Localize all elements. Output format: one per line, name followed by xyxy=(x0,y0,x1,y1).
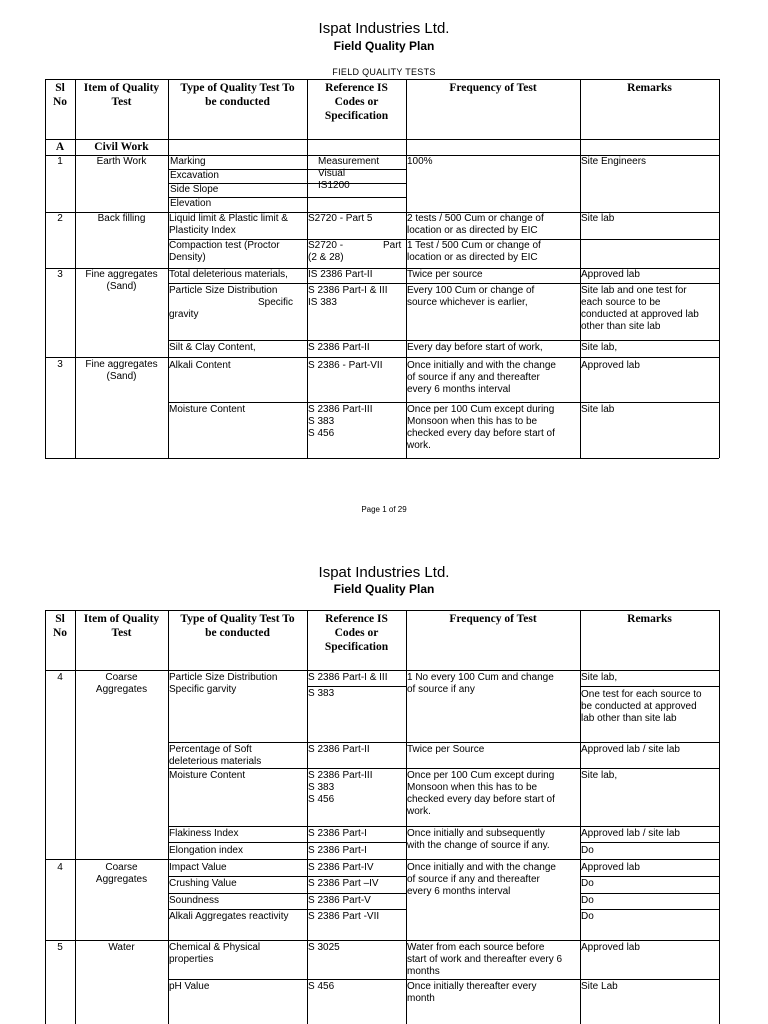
reference-code: S2720 - Part 5 xyxy=(308,213,373,224)
remarks: Site Lab xyxy=(581,981,618,992)
remarks: Approved lab xyxy=(581,862,640,873)
test-type: Alkali Aggregates reactivity xyxy=(169,911,289,922)
reference-code: S 2386 Part-I & III IS 383 xyxy=(308,285,388,308)
reference-code: (2 & 28) xyxy=(308,252,344,263)
item-name: Fine aggregates (Sand) xyxy=(85,269,158,292)
test-type: Percentage of Soft deleterious materials xyxy=(169,744,262,767)
test-type: Alkali Content xyxy=(169,360,231,371)
section-id: A xyxy=(55,141,65,153)
remarks: Do xyxy=(581,911,594,922)
reference-code: S 2386 Part-IV xyxy=(308,862,374,873)
test-type: Side Slope xyxy=(170,184,219,195)
frequency: Once per 100 Cum except during Monsoon when this has to be checked every day before start of work. xyxy=(407,770,555,817)
test-type: Liquid limit & Plastic limit & Plasticity Index xyxy=(169,213,288,236)
document-subtitle: Field Quality Plan xyxy=(333,39,435,53)
sl-no: 2 xyxy=(57,213,63,224)
reference-code: S 383 xyxy=(308,688,335,699)
header-frequency: Frequency of Test xyxy=(449,82,537,94)
item-name: Back filling xyxy=(97,213,146,224)
reference-code: S2720 - xyxy=(308,240,344,251)
remarks: Approved lab xyxy=(581,942,640,953)
remarks: Site Engineers xyxy=(581,156,647,167)
test-type: Particle Size Distribution Specific garvity xyxy=(169,672,278,695)
header-test-type: Type of Quality Test To be conducted xyxy=(180,613,295,639)
reference-code: S 2386 Part –IV xyxy=(308,878,379,889)
reference-code: S 2386 Part-I xyxy=(308,845,367,856)
section-name: Civil Work xyxy=(94,141,149,153)
test-type: Soundness xyxy=(169,895,220,906)
header-sl-no: Sl No xyxy=(52,613,68,639)
reference-code: S 2386 Part-I & III xyxy=(308,672,388,683)
test-type: Elongation index xyxy=(169,845,243,856)
reference-code: Measurement Visual IS1200 xyxy=(318,156,380,191)
header-item: Item of Quality Test xyxy=(83,82,160,108)
frequency: 1 No every 100 Cum and change of source if any xyxy=(407,672,554,695)
remarks: Site lab, xyxy=(581,672,618,683)
frequency: Twice per source xyxy=(407,269,483,280)
test-type: Elevation xyxy=(170,198,212,209)
company-title: Ispat Industries Ltd. xyxy=(318,20,450,37)
test-type: Total deleterious materials, xyxy=(169,269,288,280)
reference-code: S 2386 Part-III S 383 S 456 xyxy=(308,770,373,805)
frequency: 2 tests / 500 Cum or change of location or as directed by EIC xyxy=(407,213,544,236)
reference-code: S 456 xyxy=(308,981,335,992)
frequency: Once initially thereafter every month xyxy=(407,981,537,1004)
sl-no: 4 xyxy=(57,862,63,873)
item-name: Fine aggregates (Sand) xyxy=(85,359,158,382)
remarks: Approved lab xyxy=(581,360,640,371)
sl-no: 3 xyxy=(57,359,63,370)
company-title: Ispat Industries Ltd. xyxy=(318,564,450,581)
remarks: Site lab, xyxy=(581,770,618,781)
test-type: Specific xyxy=(258,297,294,308)
header-sl-no: Sl No xyxy=(52,82,68,108)
reference-code: S 2386 Part-III S 383 S 456 xyxy=(308,404,373,439)
item-name: Coarse Aggregates xyxy=(95,672,148,695)
remarks: Do xyxy=(581,845,594,856)
frequency: Once initially and with the change of source if any and thereafter every 6 months interval xyxy=(407,862,556,897)
sl-no: 4 xyxy=(57,672,63,683)
test-type: Impact Value xyxy=(169,862,227,873)
test-type: Flakiness Index xyxy=(169,828,239,839)
header-reference: Reference IS Codes or Specification xyxy=(324,613,389,653)
header-frequency: Frequency of Test xyxy=(449,613,537,625)
remarks: Site lab xyxy=(581,213,615,224)
reference-code: S 2386 Part -VII xyxy=(308,911,380,922)
test-type: Marking xyxy=(170,156,206,167)
remarks: Site lab and one test for each source to be conducted at approved lab other than site lab xyxy=(581,285,699,332)
reference-code: S 3025 xyxy=(308,942,340,953)
header-test-type: Type of Quality Test To be conducted xyxy=(180,82,295,108)
frequency: Once initially and subsequently with the change of source if any. xyxy=(407,828,550,851)
reference-code: S 2386 Part-II xyxy=(308,744,370,755)
item-name: Earth Work xyxy=(96,156,147,167)
remarks: Approved lab / site lab xyxy=(581,744,680,755)
frequency: Every 100 Cum or change of source whichever is earlier, xyxy=(407,285,535,308)
test-type: Particle Size Distribution xyxy=(169,285,278,296)
test-type: Crushing Value xyxy=(169,878,237,889)
test-type: Chemical & Physical properties xyxy=(169,942,261,965)
section-title: FIELD QUALITY TESTS xyxy=(332,67,436,77)
frequency: Twice per Source xyxy=(407,744,485,755)
remarks: Approved lab / site lab xyxy=(581,828,680,839)
remarks: Approved lab xyxy=(581,269,640,280)
frequency: 1 Test / 500 Cum or change of location or as directed by EIC xyxy=(407,240,541,263)
reference-code: S 2386 - Part-VII xyxy=(308,360,383,371)
remarks: Do xyxy=(581,895,594,906)
item-name: Coarse Aggregates xyxy=(95,862,148,885)
frequency: Once per 100 Cum except during Monsoon when this has to be checked every day before start of work. xyxy=(407,404,555,451)
item-name: Water xyxy=(108,942,135,953)
test-type: Moisture Content xyxy=(169,404,246,415)
sl-no: 1 xyxy=(57,156,63,167)
frequency: 100% xyxy=(407,156,433,167)
frequency: Water from each source before start of work and thereafter every 6 months xyxy=(407,942,563,977)
header-remarks: Remarks xyxy=(627,613,672,625)
test-type: Moisture Content xyxy=(169,770,246,781)
page-number: Page 1 of 29 xyxy=(361,505,407,514)
frequency: Every day before start of work, xyxy=(407,342,543,353)
sl-no: 5 xyxy=(57,942,63,953)
frequency: Once initially and with the change of source if any and thereafter every 6 months interval xyxy=(407,360,556,395)
reference-code: S 2386 Part-V xyxy=(308,895,371,906)
test-type: Excavation xyxy=(170,170,219,181)
reference-code: IS 2386 Part-II xyxy=(308,269,373,280)
document-subtitle: Field Quality Plan xyxy=(333,582,435,596)
header-reference: Reference IS Codes or Specification xyxy=(324,82,389,122)
test-type: Compaction test (Proctor Density) xyxy=(169,240,280,263)
header-item: Item of Quality Test xyxy=(83,613,160,639)
remarks: Do xyxy=(581,878,594,889)
test-type: gravity xyxy=(169,309,199,320)
remarks: Site lab, xyxy=(581,342,618,353)
reference-code: Part xyxy=(383,240,402,251)
test-type: pH Value xyxy=(169,981,210,992)
header-remarks: Remarks xyxy=(627,82,672,94)
sl-no: 3 xyxy=(57,269,63,280)
remarks: Site lab xyxy=(581,404,615,415)
test-type: Silt & Clay Content, xyxy=(169,342,256,353)
reference-code: S 2386 Part-II xyxy=(308,342,370,353)
remarks: One test for each source to be conducted at approved lab other than site lab xyxy=(581,689,702,724)
reference-code: S 2386 Part-I xyxy=(308,828,367,839)
